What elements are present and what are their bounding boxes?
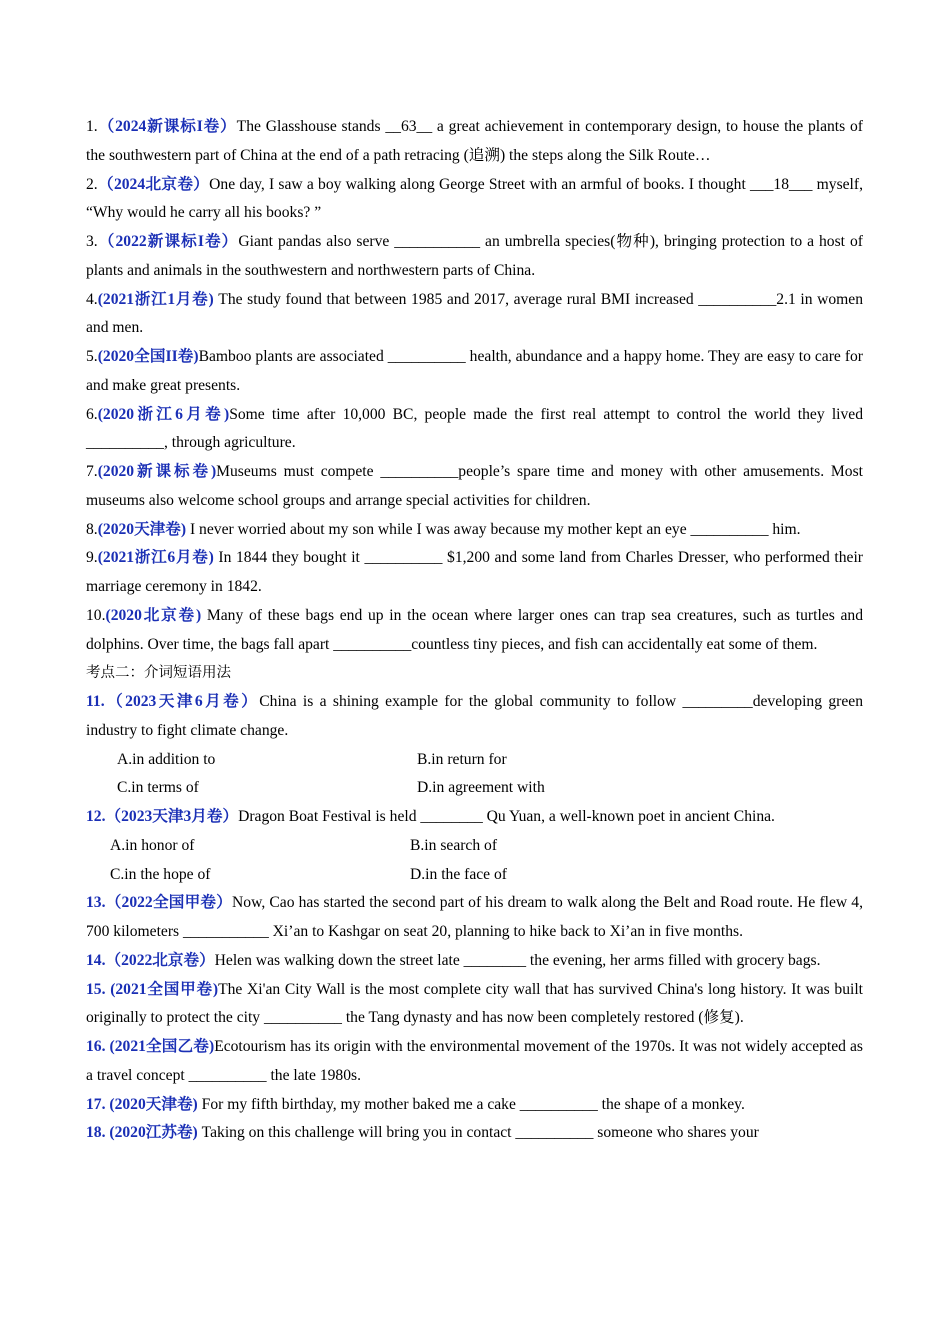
question-number: 9. (86, 549, 98, 567)
document-page (86, 113, 863, 1148)
question-source: （2023天津6月卷） (104, 693, 260, 710)
question-item (86, 228, 863, 286)
question-item (86, 688, 863, 746)
question-text: China is a shining example for the global community to follow _________developing green industry to fight climate change. (86, 693, 863, 739)
question-text: The Glasshouse stands __63__ a great achievement in contemporary design, to house the plants of the southwestern part of China at the end of a path retracing (追溯) the steps along the Silk Route… (86, 118, 863, 164)
question-item (86, 947, 863, 976)
question-source: (2021浙江1月卷) (97, 290, 214, 308)
question-text: For my fifth birthday, my mother baked me a cake __________ the shape of a monkey. (197, 1095, 745, 1113)
question-text: Ecotourism has its origin with the environmental movement of the 1970s. It was not widely accepted as a travel concept __________ the late 1980s. (86, 1038, 863, 1084)
question-number: 11. (86, 693, 105, 710)
question-text: Dragon Boat Festival is held ________ Qu Yuan, a well-known poet in ancient China. (238, 808, 775, 825)
question-number: 13. (86, 894, 106, 912)
question-item (86, 171, 863, 229)
question-source: (2020江苏卷) (105, 1124, 198, 1142)
question-number: 8. (86, 520, 98, 538)
question-item (86, 1091, 863, 1120)
question-item (86, 976, 863, 1034)
question-item (86, 1119, 863, 1148)
question-item (86, 286, 863, 344)
question-text: The study found that between 1985 and 2017, average rural BMI increased __________2.1 in women and men. (86, 290, 864, 337)
question-item (86, 343, 863, 401)
question-item (86, 1033, 863, 1091)
question-text: Some time after 10,000 BC, people made the first real attempt to control the world they lived __________, through agriculture. (86, 405, 863, 452)
question-item (86, 803, 863, 832)
question-list-part1 (86, 113, 863, 659)
answer-option: C.in terms of (117, 779, 199, 797)
answer-option: D.in agreement with (417, 779, 545, 797)
question-text: Now, Cao has started the second part of his dream to walk along the Belt and Road route. He flew 4, 700 kilometers ___________ Xi’an to Kashgar on seat 20, planning to hike back to Xi’an in five months. (86, 894, 863, 940)
question-number: 3. (86, 233, 98, 250)
question-source: (2021全国乙卷) (105, 1038, 215, 1055)
answer-option: A.in honor of (110, 836, 195, 854)
question-text: Helen was walking down the street late ________ the evening, her arms filled with grocery bags. (214, 951, 821, 969)
question-source: （2023天津3月卷） (105, 808, 239, 825)
question-number: 10. (86, 606, 106, 624)
question-source: (2020天津卷) (105, 1095, 198, 1113)
question-source: (2020全国II卷) (97, 348, 199, 365)
question-source: (2020天津卷) (97, 520, 187, 538)
question-11 (86, 688, 863, 803)
answer-option: B.in search of (410, 836, 498, 854)
question-text: Museums must compete __________people’s spare time and money with other amusements. Most museums also welcome school groups and arrange special activities for children. (86, 463, 863, 509)
question-item (86, 602, 863, 660)
answer-option: A.in addition to (117, 750, 216, 768)
question-item (86, 889, 863, 947)
question-item (86, 113, 863, 171)
question-source: (2020新课标卷) (97, 463, 217, 480)
question-number: 1. (86, 118, 98, 135)
question-12 (86, 803, 863, 889)
question-item (86, 544, 863, 602)
question-number: 18. (86, 1124, 106, 1142)
question-source: (2020浙江6月卷) (97, 405, 230, 423)
question-number: 15. (86, 980, 106, 998)
question-source: (2021全国甲卷) (105, 980, 219, 998)
question-source: （2022北京卷） (105, 951, 215, 969)
question-text: Taking on this challenge will bring you in contact __________ someone who shares your (197, 1124, 759, 1142)
question-text: Bamboo plants are associated __________ health, abundance and a happy home. They are easy to care for and make great presents. (86, 348, 863, 394)
question-number: 17. (86, 1095, 106, 1113)
question-number: 6. (86, 405, 98, 423)
question-source: （2024新课标I卷） (97, 118, 237, 135)
question-text: Many of these bags end up in the ocean where larger ones can trap sea creatures, such as turtles and dolphins. Over time, the bags fall apart __________countless tiny pieces, and fish can accidentally eat some of them. (86, 606, 864, 653)
question-source: (2020北京卷) (105, 606, 202, 624)
question-text: I never worried about my son while I was away because my mother kept an eye __________ him. (186, 520, 801, 538)
question-number: 2. (86, 175, 98, 193)
question-number: 14. (86, 951, 106, 969)
question-list-part2 (86, 889, 863, 1148)
question-number: 5. (86, 348, 98, 365)
question-text: In 1844 they bought it __________ $1,200 and some land from Charles Dresser, who performed their marriage ceremony in 1842. (86, 549, 863, 595)
question-number: 7. (86, 463, 98, 480)
answer-options (86, 832, 863, 890)
question-item (86, 458, 863, 516)
question-text: One day, I saw a boy walking along George Street with an armful of books. I thought ___18___ myself, “Why would he carry all his books? ” (86, 175, 863, 222)
answer-option: C.in the hope of (110, 865, 211, 883)
question-number: 12. (86, 808, 106, 825)
question-number: 16. (86, 1038, 106, 1055)
question-number: 4. (86, 290, 98, 308)
answer-options (86, 746, 863, 804)
question-source: （2022全国甲卷） (105, 894, 233, 912)
question-item (86, 516, 863, 545)
answer-option: B.in return for (417, 750, 507, 768)
section-title: 考点二：介词短语用法 (86, 665, 231, 682)
question-source: （2022新课标I卷） (97, 233, 239, 250)
question-item (86, 401, 863, 459)
answer-option: D.in the face of (410, 865, 507, 883)
question-source: (2021浙江6月卷) (97, 549, 214, 567)
question-text: The Xi'an City Wall is the most complete city wall that has survived China's long history. It was built originally to protect the city __________ the Tang dynasty and has now been completely restored (修复). (86, 980, 863, 1027)
question-text: Giant pandas also serve ___________ an umbrella species(物种), bringing protection to a host of plants and animals in the southwestern and northwestern parts of China. (86, 233, 863, 279)
question-source: （2024北京卷） (97, 175, 210, 193)
